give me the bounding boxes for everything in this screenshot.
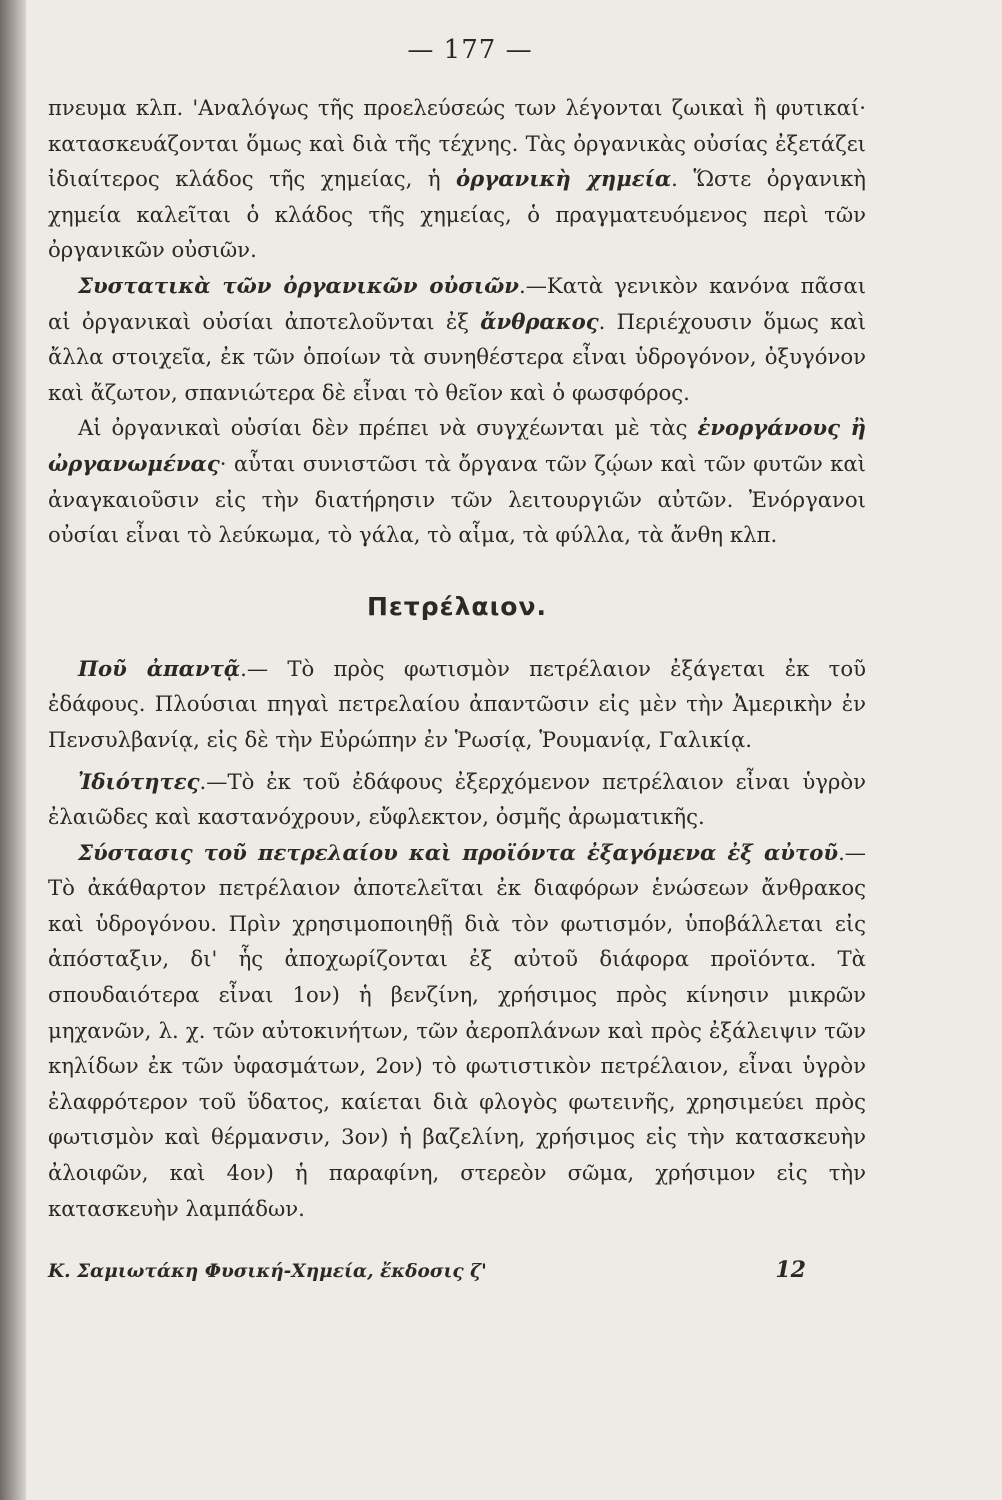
- emphasis-term: ὀργανικὴ χημεία: [456, 166, 672, 192]
- subheading-inline: Ἰδιότητες: [78, 768, 200, 794]
- subheading-inline: Ποῦ ἀπαντᾷ: [78, 655, 241, 681]
- section-heading: Πετρέλαιον.: [366, 591, 548, 621]
- subheading-inline: Συστατικὰ τῶν ὀργανικῶν οὐσιῶν: [78, 272, 519, 298]
- paragraph-organic-chemistry: [48, 90, 866, 268]
- emphasis-term: ἄνθρακος: [480, 308, 599, 334]
- body-text: [48, 90, 866, 1226]
- emphasis-term: ἐνοργάνους ἢ ὠργανωμένας: [48, 415, 866, 476]
- page-number: — 177 —: [407, 35, 533, 65]
- paragraph-text: .—Κατὰ γενικὸν κανόνα πᾶσαι αἱ ὀργανικαὶ οὐσίαι ἀποτελοῦνται ἐξ: [48, 272, 866, 334]
- paragraph-properties: [48, 764, 866, 835]
- book-binding-shadow: [0, 0, 26, 1500]
- paragraph-text: . Ὥστε ὀργανικὴ χημεία καλεῖται ὁ κλάδος τῆς χημείας, ὁ πραγματευόμενος περὶ τῶν ὀργανικῶν οὐσιῶν.: [48, 166, 867, 263]
- paragraph-text: Αἱ ὀργανικαὶ οὐσίαι δὲν πρέπει νὰ συγχέωνται μὲ τὰς: [78, 415, 698, 441]
- page-footer: [48, 1252, 866, 1288]
- paragraph-text: . Περιέχουσιν ὅμως καὶ ἄλλα στοιχεῖα, ἐκ τῶν ὁποίων τὰ συνηθέστερα εἶναι ὑδρογόνον, ὀξυγόνον καὶ ἄζωτον, σπανιώτερα δὲ εἶναι τὸ θεῖον καὶ ὁ φωσφόρος.: [48, 308, 867, 405]
- paragraph-text: πνευμα κλπ. 'Αναλόγως τῆς προελεύσεώς των λέγονται ζωικαὶ ἢ φυτικαί· κατασκευάζονται ὅμως καὶ διὰ τῆς τέχνης. Τὰς ὀργανικὰς οὐσίας ἐξετάζει ἰδιαίτερος κλάδος τῆς χημείας, ἡ: [48, 95, 866, 192]
- paragraph-occurrence: [48, 651, 866, 758]
- book-page: [48, 30, 866, 1480]
- paragraph-organized-substances: [48, 410, 866, 552]
- paragraph-text: .—Τὸ ἀκάθαρτον πετρέλαιον ἀποτελεῖται ἐκ διαφόρων ἑνώσεων ἄνθρακος καὶ ὑδρογόνου. Πρὶν χρησιμοποιηθῇ διὰ τὸν φωτισμόν, ὑποβάλλεται εἰς ἀπόσταξιν, δι' ἧς ἀποχωρίζονται ἐξ αὐτοῦ διάφορα προϊόντα. Τὰ σπουδαιότερα εἶναι 1ον) ἡ βενζίνη, χρήσιμος πρὸς κίνησιν μικρῶν μηχανῶν, λ. χ. τῶν αὐτοκινήτων, τῶν ἀεροπλάνων καὶ πρὸς ἐξάλειψιν τῶν κηλίδων ἐκ τῶν ὑφασμάτων, 2ον) τὸ φωτιστικὸν πετρέλαιον, εἶναι ὑγρὸν ἐλαφρότερον τοῦ ὕδατος, καίεται διὰ φλογὸς φωτεινῆς, χρησιμεύει πρὸς φωτισμὸν καὶ θέρμανσιν, 3ον) ἡ βαζελίνη, χρήσιμος εἰς τὴν κατασκευὴν ἀλοιφῶν, καὶ 4ον) ἡ παραφίνη, στερεὸν σῶμα, χρήσιμον εἰς τὴν κατασκευὴν λαμπάδων.: [48, 839, 866, 1221]
- subheading-inline: Σύστασις τοῦ πετρελαίου καὶ προϊόντα ἐξαγόμενα ἐξ αὐτοῦ: [78, 839, 839, 865]
- paragraph-text: .— Τὸ πρὸς φωτισμὸν πετρέλαιον ἐξάγεται ἐκ τοῦ ἐδάφους. Πλούσιαι πηγαὶ πετρελαίου ἀπαντῶσιν εἰς μὲν τὴν Ἀμερικὴν ἐν Πενσυλβανίᾳ, εἰς δὲ τὴν Εὐρώπην ἐν Ῥωσίᾳ, Ῥουμανίᾳ, Γαλικίᾳ.: [48, 655, 866, 752]
- paragraph-text: · αὗται συνιστῶσι τὰ ὄργανα τῶν ζῴων καὶ τῶν φυτῶν καὶ ἀναγκαιοῦσιν εἰς τὴν διατήρησιν τῶν λειτουργιῶν αὐτῶν. Ἐνόργανοι οὐσίαι εἶναι τὸ λεύκωμα, τὸ γάλα, τὸ αἷμα, τὰ φύλλα, τὰ ἄνθη κλπ.: [48, 450, 866, 548]
- footer-book-title: Κ. Σαμιωτάκη Φυσική-Χημεία, ἔκδοσις ζ': [48, 1261, 487, 1283]
- paragraph-text: .—Τὸ ἐκ τοῦ ἐδάφους ἐξερχόμενον πετρέλαιον εἶναι ὑγρὸν ἐλαιῶδες καὶ καστανόχρουν, εὔφλεκτον, ὀσμῆς ἀρωματικῆς.: [48, 768, 866, 830]
- paragraph-constituents: [48, 268, 866, 410]
- footer-signature-number: 12: [775, 1257, 806, 1284]
- paragraph-composition: [48, 835, 866, 1227]
